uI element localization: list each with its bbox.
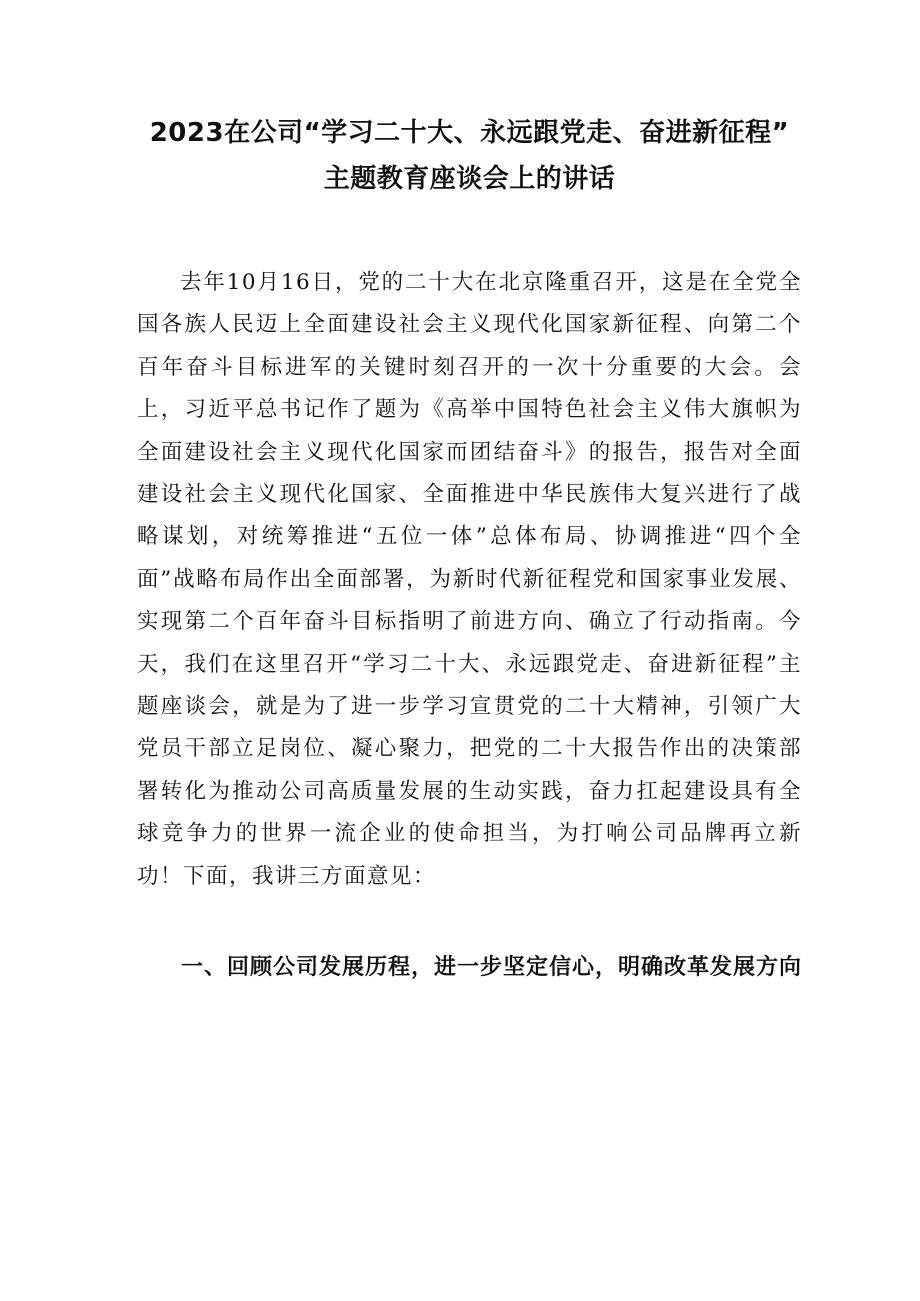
document-title: 2023在公司“学习二十大、永远跟党走、奋进新征程”: [149, 118, 790, 148]
document-subtitle: 主题教育座谈会上的讲话: [323, 164, 616, 194]
body-paragraph: 去年10月16日，党的二十大在北京隆重召开，这是在全党全国各族人民迈上全面建设社会主义现代化国家新征程、向第二个百年奋斗目标进军的关键时刻召开的一次十分重要的大会。会上，习近平总书记作了题为《高举中国特色社会主义伟大旗帜为全面建设社会主义现代化国家而团结奋斗》的报告，报告对全面建设社会主义现代化国家、全面推进中华民族伟大复兴进行了战略谋划，对统筹推进“五位一体”总体布局、协调推进“四个全面”战略布局作出全面部署，为新时代新征程党和国家事业发展、实现第二个百年奋斗目标指明了前进方向、确立了行动指南。今天，我们在这里召开“学习二十大、永远跟党走、奋进新征程”主题座谈会，就是为了进一步学习宣贯党的二十大精神，引领广大党员干部立足岗位、凝心聚力，把党的二十大报告作出的决策部署转化为推动公司高质量发展的生动实践，奋力扛起建设具有全球竞争力的世界一流企业的使命担当，为打响公司品牌再立新功！下面，我讲三方面意见：: [137, 270, 802, 889]
section-heading: 一、回顾公司发展历程，进一步坚定信心，明确改革发展方向: [181, 955, 803, 981]
